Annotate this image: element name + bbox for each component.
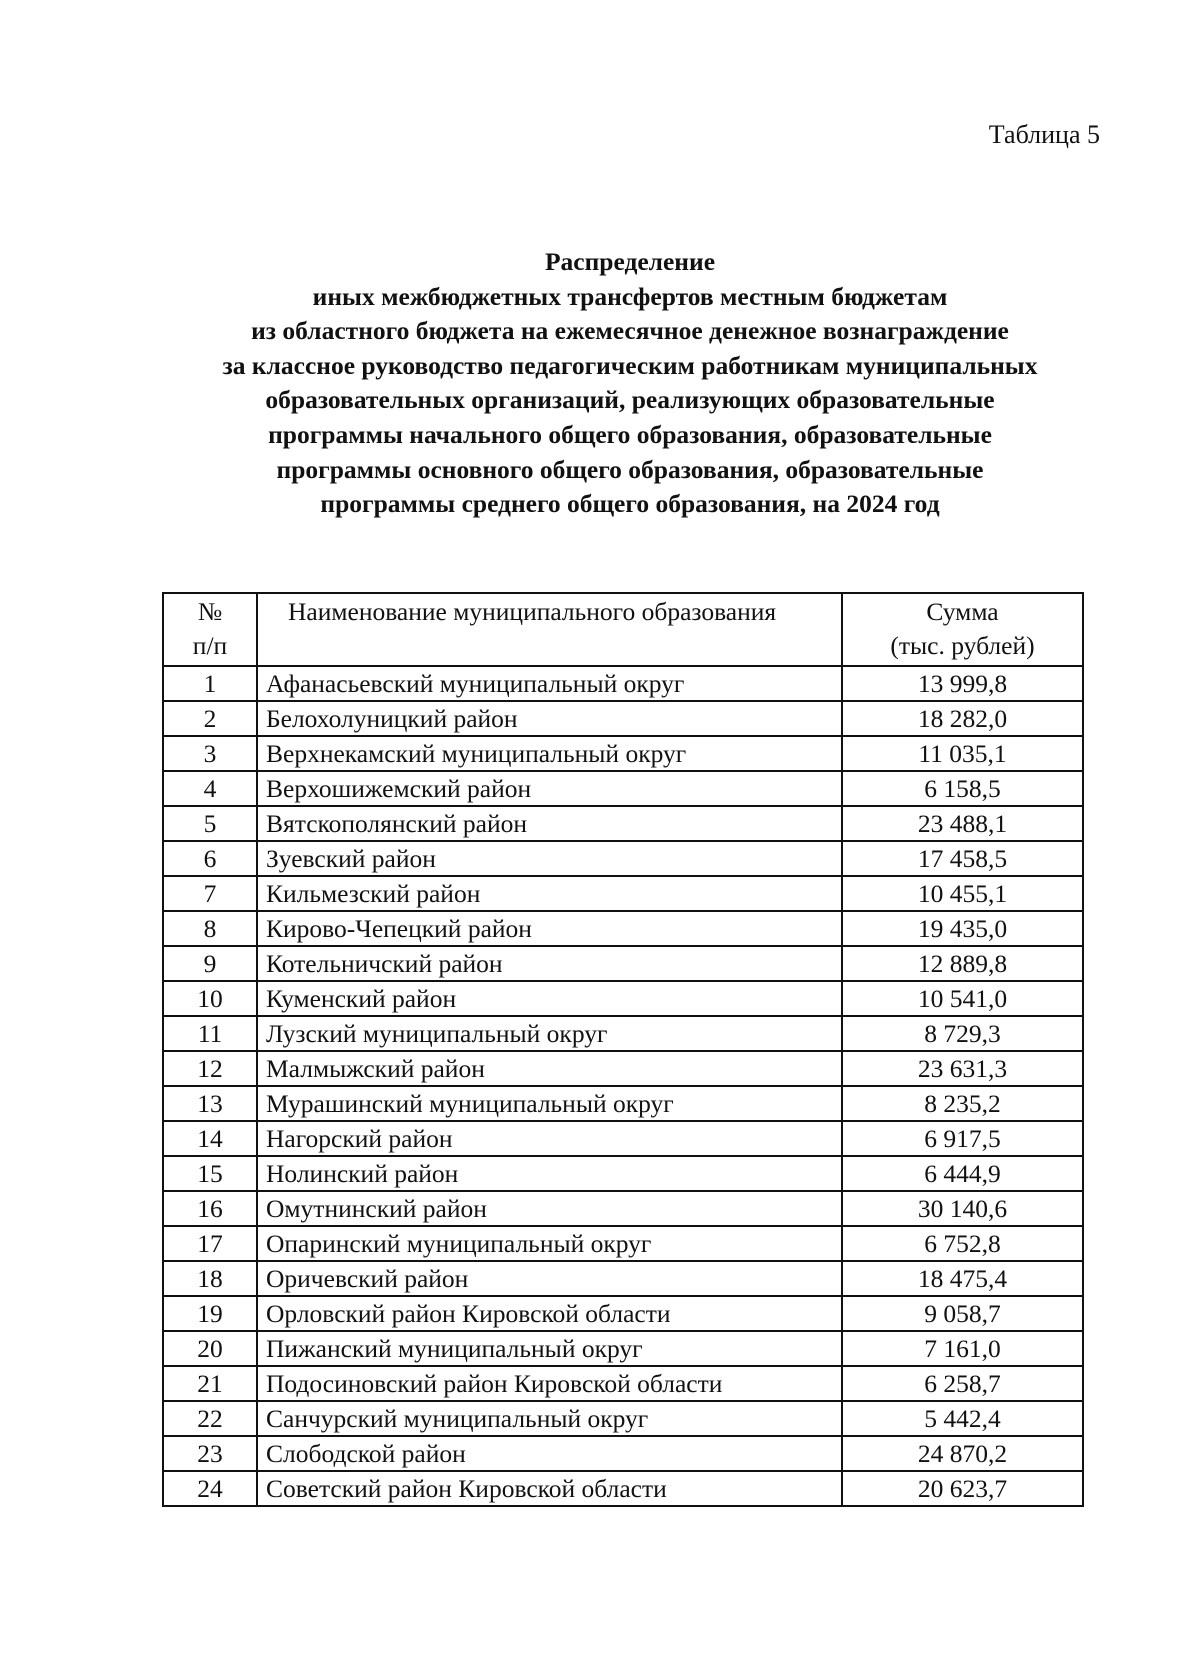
header-name-text: Наименование муниципального образования <box>288 597 777 626</box>
table-row <box>163 1471 1083 1506</box>
row-amount: 18 282,0 <box>842 701 1083 736</box>
row-amount: 8 729,3 <box>842 1016 1083 1051</box>
row-municipality-name: Омутнинский район <box>257 1191 842 1226</box>
row-number: 4 <box>163 771 257 806</box>
row-number: 11 <box>163 1016 257 1051</box>
table-row <box>163 1016 1083 1051</box>
distribution-table <box>162 592 1084 1507</box>
table-row <box>163 946 1083 981</box>
row-amount: 7 161,0 <box>842 1331 1083 1366</box>
table-row <box>163 1436 1083 1471</box>
row-amount: 6 917,5 <box>842 1121 1083 1156</box>
table-row <box>163 876 1083 911</box>
table-row <box>163 1156 1083 1191</box>
heading-line: программы основного общего образования, образовательные <box>276 454 984 484</box>
row-number: 9 <box>163 946 257 981</box>
row-municipality-name: Лузский муниципальный округ <box>257 1016 842 1051</box>
row-municipality-name: Малмыжский район <box>257 1051 842 1086</box>
row-amount: 9 058,7 <box>842 1296 1083 1331</box>
table-label: Таблица 5 <box>988 120 1100 149</box>
row-municipality-name: Афанасьевский муниципальный округ <box>257 666 842 701</box>
row-municipality-name: Нолинский район <box>257 1156 842 1191</box>
table-row <box>163 1086 1083 1121</box>
row-amount: 13 999,8 <box>842 666 1083 701</box>
row-municipality-name: Пижанский муниципальный округ <box>257 1331 842 1366</box>
table-row <box>163 911 1083 946</box>
row-municipality-name: Подосиновский район Кировской области <box>257 1366 842 1401</box>
row-amount: 10 455,1 <box>842 876 1083 911</box>
table-row <box>163 1296 1083 1331</box>
row-number: 5 <box>163 806 257 841</box>
row-amount: 6 258,7 <box>842 1366 1083 1401</box>
row-amount: 5 442,4 <box>842 1401 1083 1436</box>
row-municipality-name: Верхошижемский район <box>257 771 842 806</box>
heading-line: иных межбюджетных трансфертов местным бюджетам <box>312 281 948 311</box>
row-number: 6 <box>163 841 257 876</box>
row-number: 8 <box>163 911 257 946</box>
row-amount: 23 488,1 <box>842 806 1083 841</box>
row-municipality-name: Вятскополянский район <box>257 806 842 841</box>
row-number: 20 <box>163 1331 257 1366</box>
column-header-number <box>163 593 257 666</box>
heading-line: образовательных организаций, реализующих образовательные <box>265 385 995 415</box>
row-number: 17 <box>163 1226 257 1261</box>
row-amount: 19 435,0 <box>842 911 1083 946</box>
heading-line: за классное руководство педагогическим работникам муниципальных <box>222 350 1038 380</box>
table-row <box>163 771 1083 806</box>
row-number: 15 <box>163 1156 257 1191</box>
row-number: 3 <box>163 736 257 771</box>
row-amount: 30 140,6 <box>842 1191 1083 1226</box>
row-amount: 6 444,9 <box>842 1156 1083 1191</box>
heading-line: программы среднего общего образования, на 2024 год <box>320 489 940 519</box>
row-number: 7 <box>163 876 257 911</box>
row-municipality-name: Верхнекамский муниципальный округ <box>257 736 842 771</box>
row-number: 2 <box>163 701 257 736</box>
table-row <box>163 1366 1083 1401</box>
table-row <box>163 1331 1083 1366</box>
table-row <box>163 1121 1083 1156</box>
row-number: 23 <box>163 1436 257 1471</box>
table-row <box>163 806 1083 841</box>
row-amount: 24 870,2 <box>842 1436 1083 1471</box>
row-amount: 23 631,3 <box>842 1051 1083 1086</box>
header-number-line1: № <box>197 597 223 626</box>
row-number: 22 <box>163 1401 257 1436</box>
table-row <box>163 1401 1083 1436</box>
column-header-name <box>257 593 842 666</box>
row-amount: 6 752,8 <box>842 1226 1083 1261</box>
heading-line: Распределение <box>544 247 716 276</box>
table-row <box>163 666 1083 701</box>
table-row <box>163 1191 1083 1226</box>
table-row <box>163 841 1083 876</box>
row-municipality-name: Орловский район Кировской области <box>257 1296 842 1331</box>
row-municipality-name: Санчурский муниципальный округ <box>257 1401 842 1436</box>
header-sum-line2: (тыс. рублей) <box>890 631 1035 660</box>
row-municipality-name: Котельничский район <box>257 946 842 981</box>
row-amount: 10 541,0 <box>842 981 1083 1016</box>
row-municipality-name: Советский район Кировской области <box>257 1471 842 1506</box>
row-municipality-name: Кильмезский район <box>257 876 842 911</box>
row-amount: 8 235,2 <box>842 1086 1083 1121</box>
row-amount: 12 889,8 <box>842 946 1083 981</box>
document-heading <box>160 245 1100 522</box>
row-amount: 18 475,4 <box>842 1261 1083 1296</box>
heading-line: из областного бюджета на ежемесячное денежное вознаграждение <box>251 316 1009 346</box>
row-amount: 17 458,5 <box>842 841 1083 876</box>
row-amount: 20 623,7 <box>842 1471 1083 1506</box>
row-number: 21 <box>163 1366 257 1401</box>
table-row <box>163 1051 1083 1086</box>
row-municipality-name: Зуевский район <box>257 841 842 876</box>
row-number: 13 <box>163 1086 257 1121</box>
table-row <box>163 981 1083 1016</box>
row-amount: 6 158,5 <box>842 771 1083 806</box>
row-municipality-name: Белохолуницкий район <box>257 701 842 736</box>
table-row <box>163 736 1083 771</box>
row-municipality-name: Кирово-Чепецкий район <box>257 911 842 946</box>
row-number: 24 <box>163 1471 257 1506</box>
row-municipality-name: Куменский район <box>257 981 842 1016</box>
row-municipality-name: Оричевский район <box>257 1261 842 1296</box>
row-amount: 11 035,1 <box>842 736 1083 771</box>
row-number: 12 <box>163 1051 257 1086</box>
row-municipality-name: Опаринский муниципальный округ <box>257 1226 842 1261</box>
row-number: 14 <box>163 1121 257 1156</box>
row-number: 18 <box>163 1261 257 1296</box>
table-row <box>163 1261 1083 1296</box>
row-municipality-name: Нагорский район <box>257 1121 842 1156</box>
header-sum-line1: Сумма <box>926 597 999 626</box>
row-number: 19 <box>163 1296 257 1331</box>
table-row <box>163 701 1083 736</box>
table-row <box>163 1226 1083 1261</box>
row-municipality-name: Мурашинский муниципальный округ <box>257 1086 842 1121</box>
header-number-line2: п/п <box>192 631 228 660</box>
heading-line: программы начального общего образования, образовательные <box>268 419 992 449</box>
column-header-sum <box>842 593 1083 666</box>
row-number: 10 <box>163 981 257 1016</box>
row-number: 1 <box>163 666 257 701</box>
table-header-row <box>163 593 1083 666</box>
row-number: 16 <box>163 1191 257 1226</box>
row-municipality-name: Слободской район <box>257 1436 842 1471</box>
